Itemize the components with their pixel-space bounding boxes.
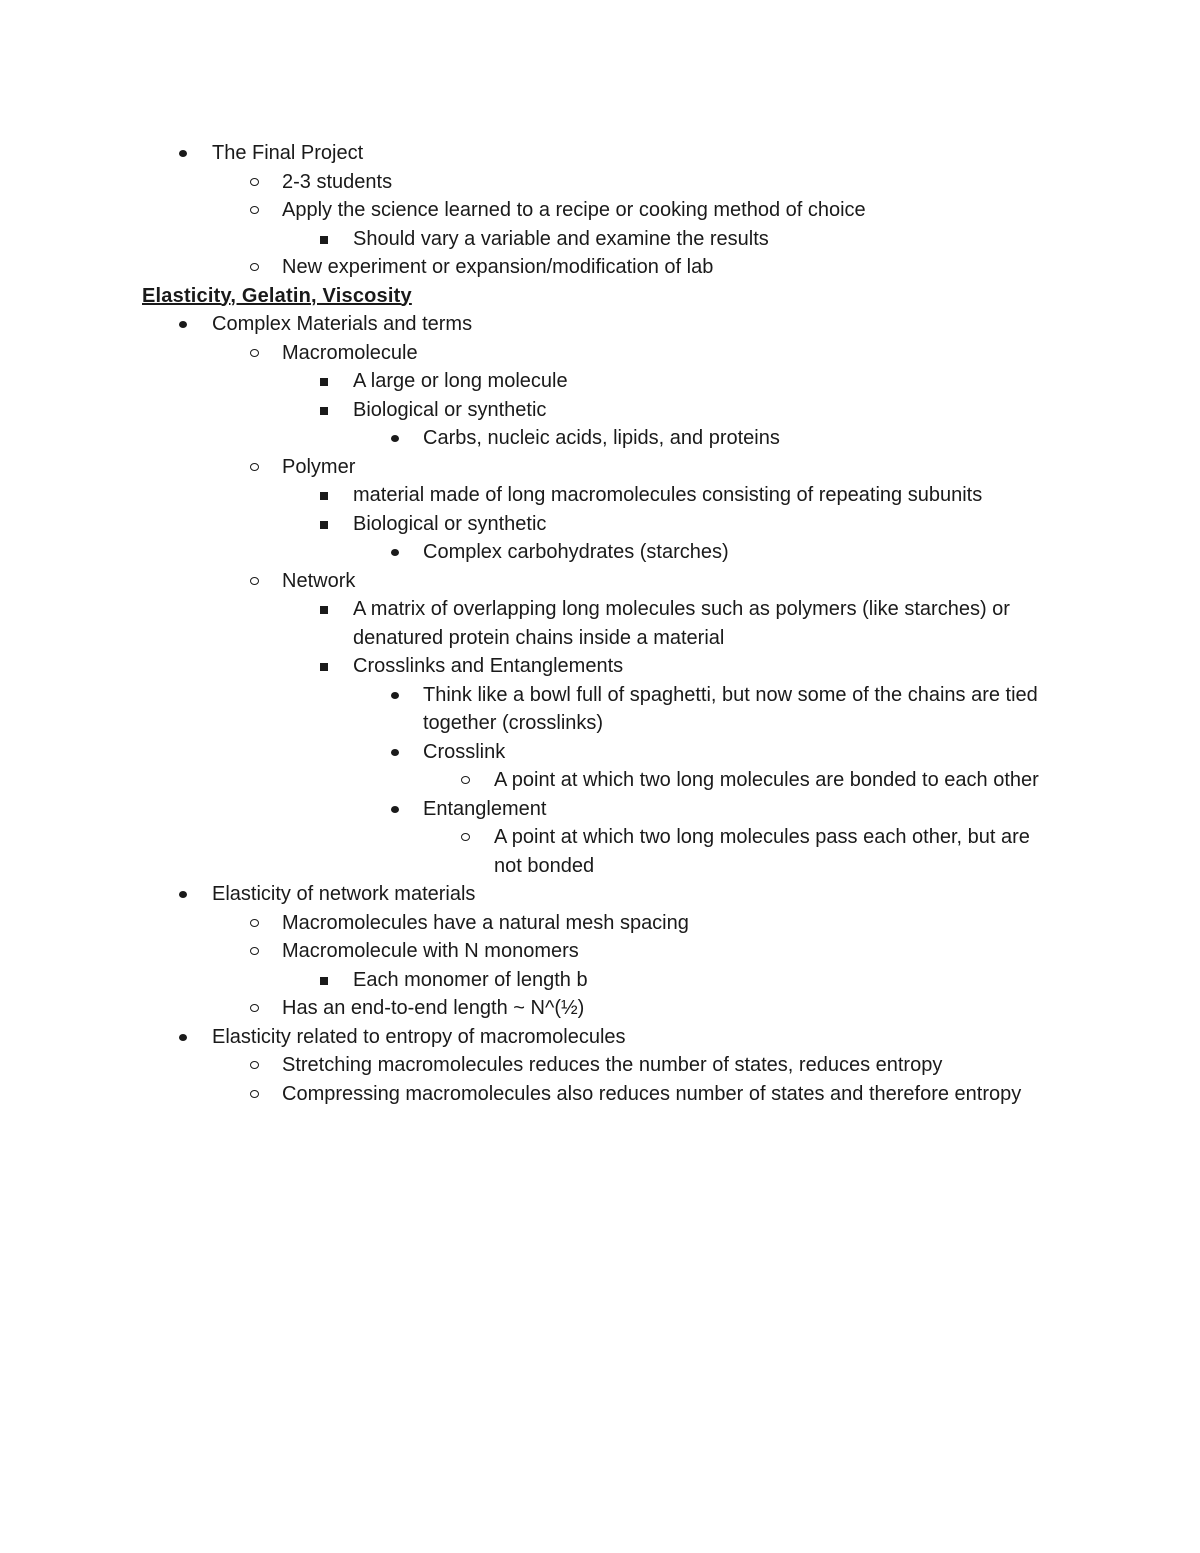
list-item-text: Compressing macromolecules also reduces number of states and therefore entropy	[282, 1082, 1022, 1105]
bullet-disc-icon	[391, 692, 399, 699]
bullet-circle-icon	[250, 206, 259, 214]
bullet-square-icon	[320, 663, 328, 671]
list-item	[142, 1023, 1062, 1052]
list-item	[142, 139, 1062, 168]
bullet-disc-icon	[179, 891, 187, 898]
bullet-disc-icon	[391, 435, 399, 442]
list-item-text: Complex Materials and terms	[212, 313, 473, 335]
list-item-text: A point at which two long molecules pass each other, but are not bonded	[494, 826, 1030, 877]
list-item-text: Think like a bowl full of spaghetti, but now some of the chains are tied together (crosslinks)	[423, 683, 1038, 734]
list-item	[142, 510, 1062, 539]
list-item	[142, 424, 1062, 453]
bullet-circle-icon	[250, 178, 259, 186]
list-item-text: Macromolecule	[282, 341, 418, 364]
list-item	[142, 367, 1062, 396]
bullet-disc-icon	[179, 321, 187, 328]
list-item-text: Network	[282, 569, 356, 592]
list-item	[142, 481, 1062, 510]
list-item	[142, 396, 1062, 425]
list-item-text: Biological or synthetic	[353, 512, 547, 535]
list-item-text: Crosslinks and Entanglements	[353, 655, 624, 677]
list-item-text: A point at which two long molecules are bonded to each other	[494, 769, 1039, 791]
bullet-circle-icon	[250, 919, 259, 927]
list-item-text: material made of long macromolecules consisting of repeating subunits	[353, 484, 983, 506]
list-item-text: 2-3 students	[282, 170, 393, 193]
list-item	[142, 795, 1062, 824]
list-item	[142, 909, 1062, 938]
list-item	[142, 994, 1062, 1023]
list-item	[142, 1080, 1022, 1109]
list-item	[142, 453, 1062, 482]
list-item-text: Macromolecule with N monomers	[282, 940, 579, 962]
list-item-text: Each monomer of length b	[353, 968, 588, 991]
bullet-circle-icon	[250, 1061, 259, 1069]
list-item-text: Apply the science learned to a recipe or cooking method of choice	[282, 199, 866, 221]
list-item	[142, 595, 1043, 652]
list-item	[142, 880, 1062, 909]
list-item-text: Has an end-to-end length ~ N^(½)	[282, 997, 585, 1019]
list-item	[142, 196, 1062, 225]
list-item-text: Elasticity of network materials	[212, 883, 476, 905]
bullet-square-icon	[320, 236, 328, 244]
list-item-text: Crosslink	[423, 740, 506, 763]
bullet-square-icon	[320, 492, 328, 500]
list-item	[142, 681, 1053, 738]
bullet-disc-icon	[179, 150, 187, 157]
bullet-circle-icon	[461, 776, 470, 784]
bullet-circle-icon	[250, 577, 259, 585]
bullet-disc-icon	[391, 549, 399, 556]
list-item	[142, 652, 1062, 681]
list-item	[142, 766, 1044, 795]
list-item	[142, 937, 1062, 966]
bullet-square-icon	[320, 977, 328, 985]
list-item-text: New experiment or expansion/modification of lab	[282, 256, 714, 278]
bullet-square-icon	[320, 606, 328, 614]
list-item-text: Stretching macromolecules reduces the number of states, reduces entropy	[282, 1054, 943, 1076]
list-item	[142, 310, 1062, 339]
bullet-circle-icon	[461, 833, 470, 841]
bullet-square-icon	[320, 407, 328, 415]
list-item-text: Elasticity related to entropy of macromolecules	[212, 1025, 626, 1048]
list-item-text: Carbs, nucleic acids, lipids, and proteins	[423, 427, 780, 449]
list-item	[142, 823, 1044, 880]
list-item	[142, 567, 1062, 596]
bullet-circle-icon	[250, 1090, 259, 1098]
list-item-text: Complex carbohydrates (starches)	[423, 541, 729, 563]
list-item	[142, 168, 1062, 197]
list-item	[142, 225, 1062, 254]
list-item	[142, 253, 1062, 282]
list-item	[142, 1051, 1062, 1080]
bullet-circle-icon	[250, 463, 259, 471]
list-item-text: Macromolecules have a natural mesh spacing	[282, 911, 689, 934]
bullet-circle-icon	[250, 263, 259, 271]
bullet-circle-icon	[250, 1004, 259, 1012]
list-item-text: Should vary a variable and examine the results	[353, 227, 769, 250]
list-item-text: A matrix of overlapping long molecules such as polymers (like starches) or denatured protein chains inside a material	[353, 598, 1010, 649]
list-item-text: Polymer	[282, 455, 356, 478]
list-item	[142, 538, 1062, 567]
bullet-disc-icon	[391, 806, 399, 813]
bullet-square-icon	[320, 521, 328, 529]
list-item-text: The Final Project	[212, 142, 364, 164]
list-item	[142, 738, 1062, 767]
list-item	[142, 339, 1062, 368]
list-item-text: A large or long molecule	[353, 370, 568, 392]
list-item-text: Entanglement	[423, 797, 547, 820]
list-item-text: Biological or synthetic	[353, 398, 547, 421]
bullet-disc-icon	[391, 749, 399, 756]
bullet-square-icon	[320, 378, 328, 386]
bullet-circle-icon	[250, 947, 259, 955]
section-heading: Elasticity, Gelatin, Viscosity	[142, 284, 412, 307]
document-body	[142, 139, 1062, 1108]
bullet-circle-icon	[250, 349, 259, 357]
bullet-disc-icon	[179, 1034, 187, 1041]
list-item	[142, 966, 1062, 995]
